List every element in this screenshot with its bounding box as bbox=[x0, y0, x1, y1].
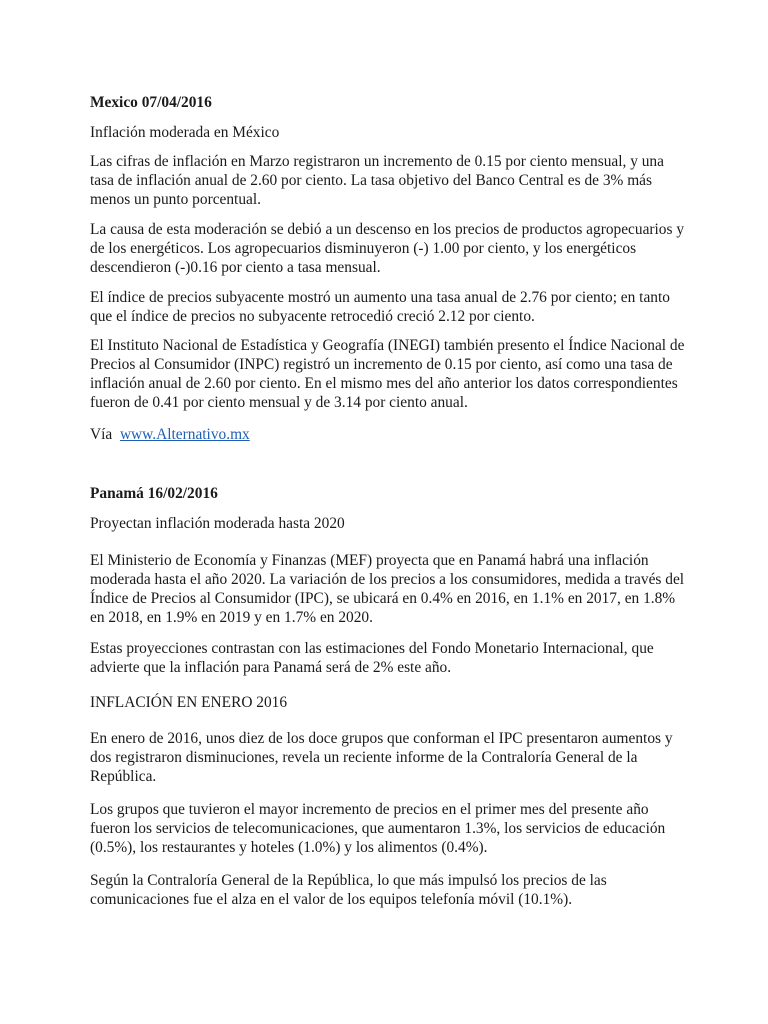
paragraph-line: Índice de Precios al Consumidor (IPC), se ubicará en 0.4% en 2016, en 1.1% en 2017, en 1.8% bbox=[90, 590, 676, 607]
paragraph-line: (0.5%), los restaurantes y hoteles (1.0%) y los alimentos (0.4%). bbox=[90, 839, 488, 856]
paragraph-line: Según la Contraloría General de la República, lo que más impulsó los precios de las bbox=[90, 872, 607, 889]
paragraph-line: en 2018, en 1.9% en 2019 y en 1.7% en 2020. bbox=[90, 609, 373, 626]
source-link[interactable]: www.Alternativo.mx bbox=[119, 426, 250, 443]
panama-paragraph-5 bbox=[90, 871, 690, 909]
paragraph-line: de los energéticos. Los agropecuarios disminuyeron (-) 1.00 por ciento, y los energéticos bbox=[90, 240, 637, 257]
paragraph-line: El Instituto Nacional de Estadística y Geografía (INEGI) también presento el Índice Nacional de bbox=[90, 337, 685, 354]
paragraph-line: dos registraron disminuciones, revela un reciente informe de la Contraloría General de la bbox=[90, 749, 638, 766]
mexico-paragraph-4 bbox=[90, 336, 690, 412]
paragraph-line: República. bbox=[90, 768, 157, 785]
source-label: Vía bbox=[90, 426, 113, 443]
paragraph-line: El Ministerio de Economía y Finanzas (MEF) proyecta que en Panamá habrá una inflación bbox=[90, 552, 649, 569]
paragraph-line: El índice de precios subyacente mostró un aumento una tasa anual de 2.76 por ciento; en tanto bbox=[90, 289, 670, 306]
mexico-paragraph-1 bbox=[90, 152, 690, 209]
paragraph-line: fueron de 0.41 por ciento mensual y de 3.14 por ciento anual. bbox=[90, 394, 468, 411]
panama-paragraph-1 bbox=[90, 551, 690, 627]
paragraph-line: moderada hasta el año 2020. La variación de los precios a los consumidores, medida a través del bbox=[90, 571, 685, 588]
panama-paragraph-2 bbox=[90, 639, 690, 677]
paragraph-line: tasa de inflación anual de 2.60 por ciento. La tasa objetivo del Banco Central es de 3% más bbox=[90, 172, 652, 189]
mexico-paragraph-2 bbox=[90, 220, 690, 277]
mexico-subtitle: Inflación moderada en México bbox=[90, 124, 280, 141]
paragraph-line: fueron los servicios de telecomunicaciones, que aumentaron 1.3%, los servicios de educación bbox=[90, 820, 666, 837]
panama-paragraph-3 bbox=[90, 729, 690, 786]
mexico-paragraph-3 bbox=[90, 288, 690, 326]
paragraph-line: que el índice de precios no subyacente retrocedió creció 2.12 por ciento. bbox=[90, 308, 535, 325]
paragraph-line: advierte que la inflación para Panamá será de 2% este año. bbox=[90, 659, 452, 676]
panama-heading: Panamá 16/02/2016 bbox=[90, 485, 218, 502]
paragraph-line: inflación anual de 2.60 por ciento. En el mismo mes del año anterior los datos correspondientes bbox=[90, 375, 678, 392]
mexico-heading: Mexico 07/04/2016 bbox=[90, 94, 212, 111]
paragraph-line: menos un punto porcentual. bbox=[90, 191, 261, 208]
paragraph-line: La causa de esta moderación se debió a un descenso en los precios de productos agropecuarios y bbox=[90, 221, 685, 238]
panama-subtitle: Proyectan inflación moderada hasta 2020 bbox=[90, 515, 345, 532]
paragraph-line: Los grupos que tuvieron el mayor incremento de precios en el primer mes del presente año bbox=[90, 801, 649, 818]
paragraph-line: descendieron (-)0.16 por ciento a tasa mensual. bbox=[90, 259, 381, 276]
paragraph-line: comunicaciones fue el alza en el valor de los equipos telefonía móvil (10.1%). bbox=[90, 891, 573, 908]
paragraph-line: Precios al Consumidor (INPC) registró un incremento de 0.15 por ciento, así como una tasa de bbox=[90, 356, 673, 373]
paragraph-line: Las cifras de inflación en Marzo registraron un incremento de 0.15 por ciento mensual, y una bbox=[90, 153, 664, 170]
panama-section-heading: INFLACIÓN EN ENERO 2016 bbox=[90, 694, 288, 711]
panama-paragraph-4 bbox=[90, 800, 690, 857]
paragraph-line: En enero de 2016, unos diez de los doce grupos que conforman el IPC presentaron aumentos y bbox=[90, 730, 673, 747]
source-line bbox=[90, 425, 690, 444]
paragraph-line: Estas proyecciones contrastan con las estimaciones del Fondo Monetario Internacional, que bbox=[90, 640, 654, 657]
